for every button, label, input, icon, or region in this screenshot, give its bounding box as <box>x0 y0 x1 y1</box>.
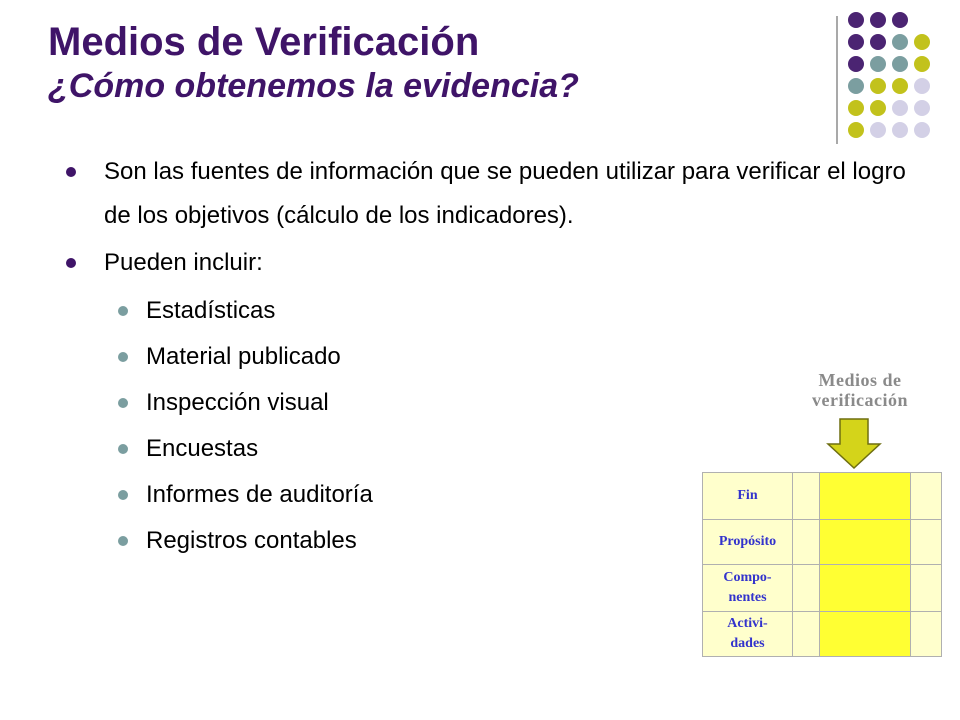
decorative-dot <box>870 100 886 116</box>
medios-cell <box>820 565 911 612</box>
decorative-dot <box>848 122 864 138</box>
decorative-dot <box>870 12 886 28</box>
title-main: Medios de Verificación <box>48 20 480 64</box>
sub-bullet-encuestas: Encuestas <box>60 426 940 472</box>
decorative-dot <box>848 100 864 116</box>
down-arrow-icon <box>826 418 882 470</box>
sub-bullet-registros: Registros contables <box>60 518 940 564</box>
decorative-dot <box>848 34 864 50</box>
sub-bullet-material: Material publicado <box>60 334 940 380</box>
decorative-dot <box>870 56 886 72</box>
sub-bullet-informes: Informes de auditoría <box>60 472 940 518</box>
decorative-dot <box>914 78 930 94</box>
decorative-dot <box>848 78 864 94</box>
decorative-dot <box>892 56 908 72</box>
medios-label-line2: verificación <box>812 390 908 410</box>
medios-cell <box>820 520 911 565</box>
row-label-actividades: Activi- dades <box>703 612 793 657</box>
title-subtitle: ¿Cómo obtenemos la evidencia? <box>48 66 579 105</box>
medios-cell <box>820 612 911 657</box>
decorative-dot <box>848 56 864 72</box>
decorative-dot <box>914 56 930 72</box>
medios-column-label <box>790 370 930 410</box>
decorative-dot <box>892 12 908 28</box>
slide-title <box>48 20 579 105</box>
decorative-dot <box>914 122 930 138</box>
medios-cell <box>820 473 911 520</box>
decorative-dot <box>870 34 886 50</box>
decorative-dot <box>892 34 908 50</box>
matrix-row-componentes <box>703 565 942 612</box>
decorative-dot <box>914 34 930 50</box>
decorative-dot <box>870 78 886 94</box>
bullet-includes: Pueden incluir: <box>60 241 940 285</box>
decorative-dot <box>892 100 908 116</box>
decorative-dot <box>892 122 908 138</box>
sub-bullet-inspeccion: Inspección visual <box>60 380 940 426</box>
decorative-dot <box>892 78 908 94</box>
sub-bullet-estadisticas: Estadísticas <box>60 288 940 334</box>
medios-label-line1: Medios de <box>818 370 902 390</box>
row-label-fin: Fin <box>703 473 793 520</box>
decorative-dot-grid <box>848 12 958 162</box>
row-label-proposito: Propósito <box>703 520 793 565</box>
decorative-divider <box>836 16 838 144</box>
matrix-row-fin <box>703 473 942 520</box>
decorative-dot <box>914 100 930 116</box>
matrix-row-actividades <box>703 612 942 657</box>
row-label-componentes: Compo- nentes <box>703 565 793 612</box>
decorative-dot <box>848 12 864 28</box>
decorative-dot <box>870 122 886 138</box>
bullet-definition: Son las fuentes de información que se pueden utilizar para verificar el logro de los objetivos (cálculo de los indicadores). <box>60 150 924 238</box>
logframe-matrix <box>702 472 942 657</box>
matrix-row-proposito <box>703 520 942 565</box>
